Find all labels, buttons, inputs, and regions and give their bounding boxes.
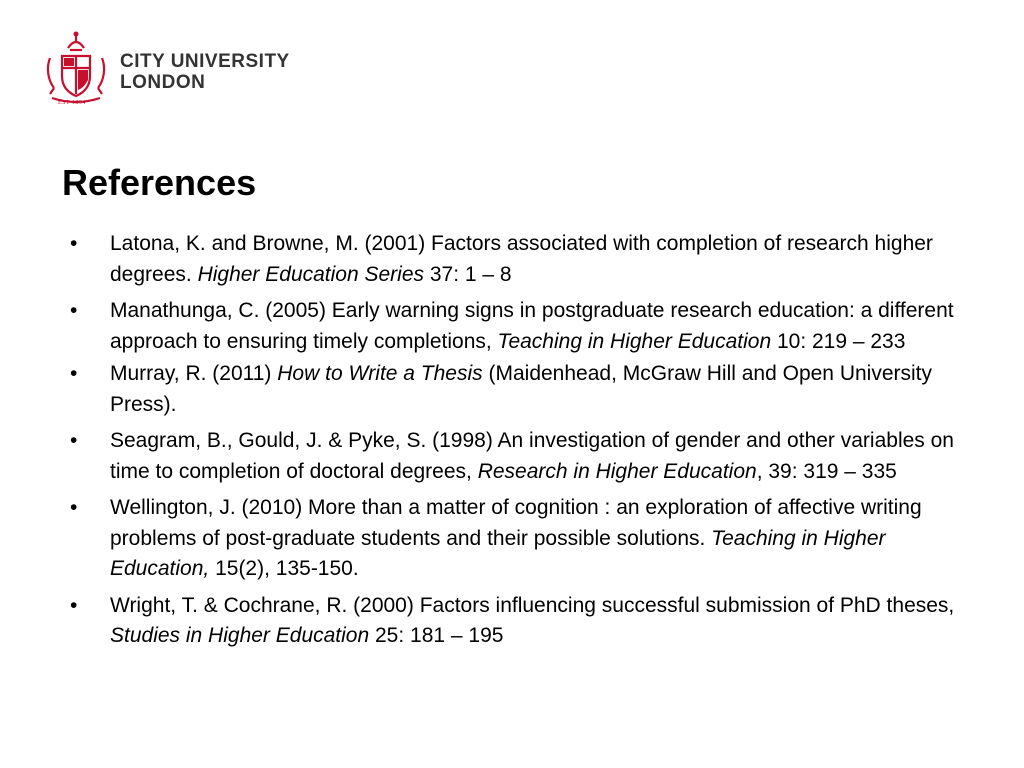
reference-text: 37: 1 – 8 bbox=[424, 262, 512, 286]
bullet-marker: • bbox=[70, 362, 78, 385]
university-wordmark bbox=[120, 51, 290, 93]
reference-text: (Maidenhead, McGraw Hill and Open University Press). bbox=[110, 362, 933, 416]
established-year: EST 1894 bbox=[58, 100, 87, 106]
reference-text: Murray, R. (2011) bbox=[110, 362, 278, 385]
reference-text: 10: 219 – 233 bbox=[771, 329, 906, 353]
reference-source: How to Write a Thesis bbox=[277, 362, 483, 385]
reference-list bbox=[62, 229, 974, 658]
reference-source: Higher Education Series bbox=[197, 262, 425, 286]
reference-item bbox=[62, 359, 974, 420]
page-title: References bbox=[62, 162, 257, 203]
reference-text: , 39: 319 – 335 bbox=[756, 459, 897, 483]
reference-text: Wellington, J. (2010) More than a matter of cognition : an exploration of affective writing problems of post-graduate students and their possible solutions. bbox=[110, 496, 922, 550]
reference-text: Manathunga, C. (2005) Early warning signs in postgraduate research education: a different approach to ensuring timely completions, bbox=[110, 299, 954, 353]
reference-item bbox=[62, 296, 974, 357]
reference-text: Wright, T. & Cochrane, R. (2000) Factors influencing successful submission of PhD theses, bbox=[110, 593, 955, 617]
reference-source: Studies in Higher Education bbox=[110, 624, 370, 647]
bullet-marker: • bbox=[70, 593, 78, 617]
reference-item bbox=[62, 493, 974, 585]
reference-text: 15(2), 135-150. bbox=[209, 557, 359, 580]
reference-item bbox=[62, 591, 974, 652]
reference-text: 25: 181 – 195 bbox=[369, 624, 504, 647]
reference-text: Seagram, B., Gould, J. & Pyke, S. (1998) An investigation of gender and other variables on time to completion of doctoral degrees, bbox=[110, 429, 954, 483]
wordmark-line-2: LONDON bbox=[120, 72, 206, 93]
reference-item bbox=[62, 426, 974, 487]
crest-icon bbox=[44, 28, 108, 108]
bullet-marker: • bbox=[70, 496, 78, 519]
bullet-marker: • bbox=[70, 232, 78, 255]
bullet-marker: • bbox=[70, 429, 78, 452]
wordmark-line-1: CITY UNIVERSITY bbox=[120, 51, 290, 72]
university-logo bbox=[40, 24, 310, 114]
reference-source: Teaching in Higher Education bbox=[497, 329, 772, 353]
reference-text: Latona, K. and Browne, M. (2001) Factors associated with completion of research higher degrees. bbox=[110, 232, 933, 286]
reference-item bbox=[62, 229, 974, 290]
reference-source: Teaching in Higher Education, bbox=[110, 526, 886, 580]
reference-source: Research in Higher Education bbox=[477, 459, 757, 483]
bullet-marker: • bbox=[70, 299, 78, 322]
